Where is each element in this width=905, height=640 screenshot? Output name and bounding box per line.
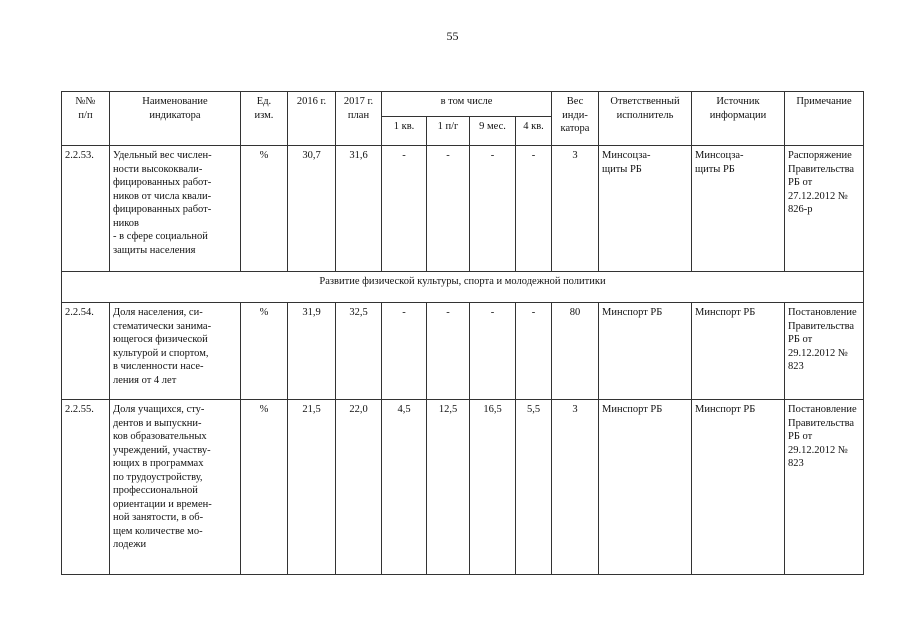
- row-responsible: Минспорт РБ: [599, 303, 692, 400]
- row-2016: 31,9: [288, 303, 336, 400]
- row-name: Доля учащихся, сту- дентов и выпускни- ков образовательных учреждений, участву- ющих в программах по трудоустройству, профессиональной ориентации и времен- ной занятости, в об- щем количестве мо- лодежи: [110, 400, 241, 575]
- row-responsible: Минсоцза- щиты РБ: [599, 146, 692, 272]
- row-weight: 3: [552, 400, 599, 575]
- header-responsible: Ответственный исполнитель: [599, 92, 692, 146]
- row-q4: 5,5: [516, 400, 552, 575]
- row-2017: 31,6: [336, 146, 382, 272]
- row-weight: 80: [552, 303, 599, 400]
- row-q1: -: [382, 146, 427, 272]
- header-source: Источник информации: [692, 92, 785, 146]
- table-row: [62, 146, 864, 272]
- row-responsible: Минспорт РБ: [599, 400, 692, 575]
- header-2017: 2017 г. план: [336, 92, 382, 146]
- row-q1: -: [382, 303, 427, 400]
- row-source: Минспорт РБ: [692, 400, 785, 575]
- row-h1: -: [427, 303, 470, 400]
- row-unit: %: [241, 146, 288, 272]
- row-2016: 21,5: [288, 400, 336, 575]
- row-h1: 12,5: [427, 400, 470, 575]
- row-q4: -: [516, 146, 552, 272]
- section-title: Развитие физической культуры, спорта и молодежной политики: [62, 272, 864, 303]
- row-unit: %: [241, 303, 288, 400]
- row-2017: 32,5: [336, 303, 382, 400]
- row-source: Минспорт РБ: [692, 303, 785, 400]
- row-9m: 16,5: [470, 400, 516, 575]
- indicator-table: [61, 91, 864, 575]
- row-num: 2.2.53.: [62, 146, 110, 272]
- header-name: Наименование индикатора: [110, 92, 241, 146]
- row-name: Удельный вес числен- ности высококвали- фицированных работ- ников от числа квали- фицированных работ- ников - в сфере социальной защиты населения: [110, 146, 241, 272]
- row-source: Минсоцза- щиты РБ: [692, 146, 785, 272]
- header-note: Примечание: [785, 92, 864, 146]
- row-note: Постановление Правительства РБ от 29.12.2012 № 823: [785, 303, 864, 400]
- row-num: 2.2.55.: [62, 400, 110, 575]
- header-row: [62, 92, 864, 117]
- row-q1: 4,5: [382, 400, 427, 575]
- row-2016: 30,7: [288, 146, 336, 272]
- row-h1: -: [427, 146, 470, 272]
- header-h1: 1 п/г: [427, 117, 470, 146]
- section-row: [62, 272, 864, 303]
- header-in-total: в том числе: [382, 92, 552, 117]
- header-weight: Вес инди- катора: [552, 92, 599, 146]
- row-q4: -: [516, 303, 552, 400]
- row-2017: 22,0: [336, 400, 382, 575]
- row-note: Распоряжение Правительства РБ от 27.12.2012 № 826-р: [785, 146, 864, 272]
- header-2016: 2016 г.: [288, 92, 336, 146]
- table-row: [62, 400, 864, 575]
- header-q4: 4 кв.: [516, 117, 552, 146]
- row-note: Постановление Правительства РБ от 29.12.2012 № 823: [785, 400, 864, 575]
- row-9m: -: [470, 303, 516, 400]
- row-name: Доля населения, си- стематически занима- ющегося физической культурой и спортом, в численности насе- ления от 4 лет: [110, 303, 241, 400]
- row-unit: %: [241, 400, 288, 575]
- table-row: [62, 303, 864, 400]
- header-num: №№ п/п: [62, 92, 110, 146]
- header-q1: 1 кв.: [382, 117, 427, 146]
- page-number: 55: [446, 29, 459, 43]
- header-9m: 9 мес.: [470, 117, 516, 146]
- row-9m: -: [470, 146, 516, 272]
- header-unit: Ед. изм.: [241, 92, 288, 146]
- row-num: 2.2.54.: [62, 303, 110, 400]
- row-weight: 3: [552, 146, 599, 272]
